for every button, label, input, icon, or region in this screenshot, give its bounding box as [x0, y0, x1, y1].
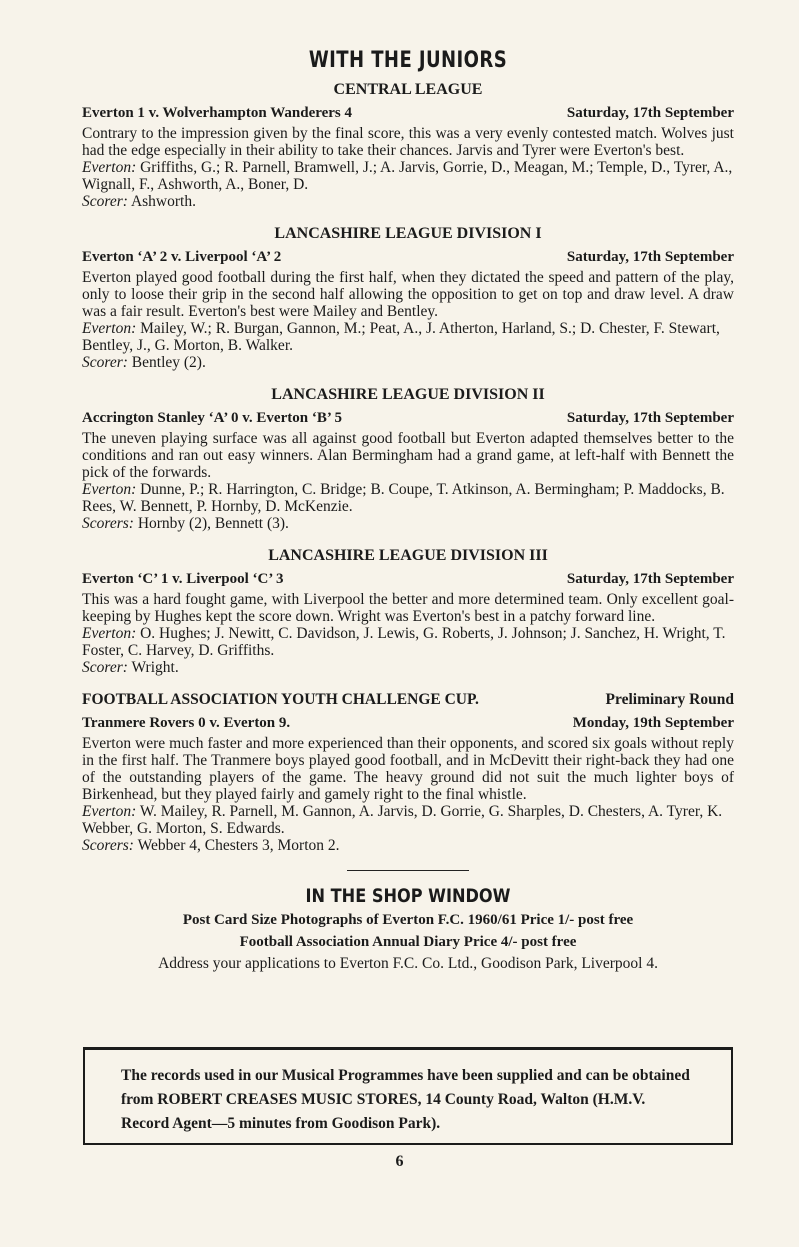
page-content	[82, 46, 734, 975]
scorer-list: Ashworth.	[130, 193, 196, 210]
team-line	[82, 481, 734, 515]
match-report-text: Contrary to the impression given by the final score, this was a very evenly contested match. Wolves just had the edge especially in their ability to take their chances. Jarvis and Tyrer were Everton's best.	[82, 125, 734, 159]
team-list: Griffiths, G.; R. Parnell, Bramwell, J.; A. Jarvis, Gorrie, D., Meagan, M.; Temple, D., Tyrer, A., Wignall, F., Ashworth, A., Boner, D.	[82, 159, 733, 193]
match-report-text: Everton played good football during the first half, when they dictated the speed and pattern of the play, only to loose their grip in the second half allowing the opposition to get on top and draw level. A draw was a fair result. Everton's best were Mailey and Bentley.	[82, 269, 734, 320]
match-result: Everton ‘C’ 1 v. Liverpool ‘C’ 3	[82, 571, 284, 587]
team-label: Everton:	[82, 803, 137, 820]
competition-heading	[82, 690, 734, 710]
match-line	[82, 408, 734, 428]
scorer-line	[82, 193, 734, 210]
records-notice-box	[83, 1047, 733, 1145]
shop-address: Address your applications to Everton F.C. Co. Ltd., Goodison Park, Liverpool 4.	[158, 955, 658, 972]
match-result: Everton 1 v. Wolverhampton Wanderers 4	[82, 105, 353, 121]
scorer-label: Scorers:	[82, 515, 134, 532]
competition-round: Preliminary Round	[605, 691, 734, 708]
match-date: Saturday, 17th September	[566, 410, 734, 426]
team-line	[82, 320, 734, 354]
page-title: WITH THE JUNIORS	[308, 48, 508, 73]
section-divider	[347, 870, 469, 871]
shop-item-diary: Football Association Annual Diary Price 4/- post free	[239, 934, 577, 950]
scorer-line	[82, 515, 734, 532]
match-line	[82, 247, 734, 267]
match-result: Everton ‘A’ 2 v. Liverpool ‘A’ 2	[82, 249, 282, 265]
match-report-central-league	[82, 80, 734, 210]
match-date: Saturday, 17th September	[566, 105, 734, 121]
scorer-line	[82, 354, 734, 371]
match-line	[82, 713, 734, 733]
match-report-lancs-div-1	[82, 224, 734, 371]
team-line	[82, 159, 734, 193]
match-date: Saturday, 17th September	[566, 571, 734, 587]
team-list: O. Hughes; J. Newitt, C. Davidson, J. Lewis, G. Roberts, J. Johnson; J. Sanchez, H. Wright, T. Foster, C. Harvey, D. Griffiths.	[82, 625, 726, 659]
match-date: Monday, 19th September	[572, 715, 734, 731]
team-label: Everton:	[82, 481, 137, 498]
league-heading: LANCASHIRE LEAGUE DIVISION III	[268, 547, 548, 564]
match-line	[82, 103, 734, 123]
scorer-list: Bentley (2).	[131, 354, 206, 371]
match-result: Tranmere Rovers 0 v. Everton 9.	[82, 715, 291, 731]
shop-title: IN THE SHOP WINDOW	[305, 885, 511, 907]
league-heading: CENTRAL LEAGUE	[333, 81, 483, 98]
scorer-line	[82, 659, 734, 676]
league-heading: LANCASHIRE LEAGUE DIVISION II	[271, 386, 545, 403]
team-label: Everton:	[82, 625, 137, 642]
match-report-text: Everton were much faster and more experienced than their opponents, and scored six goals without reply in the first half. The Tranmere boys played good football, and in McDevitt their right-back they had one of the outstanding players of the game. The heavy ground did not suit the much lighter boys of Birkenhead, but they played fairly and gamely right to the final whistle.	[82, 735, 734, 803]
team-label: Everton:	[82, 159, 137, 176]
records-notice-text: The records used in our Musical Programmes have been supplied and can be obtained from ROBERT CREASES MUSIC STORES, 14 County Road, Walton (H.M.V. Record Agent—5 minutes from Goodison Park).	[121, 1067, 690, 1132]
match-report-fa-youth-cup	[82, 690, 734, 854]
team-label: Everton:	[82, 320, 137, 337]
match-result: Accrington Stanley ‘A’ 0 v. Everton ‘B’ 5	[82, 410, 342, 426]
shop-window-section	[82, 883, 734, 975]
match-line	[82, 569, 734, 589]
page-number: 6	[395, 1153, 404, 1170]
scorer-label: Scorer:	[82, 354, 128, 371]
match-report-lancs-div-2	[82, 385, 734, 532]
scorer-label: Scorer:	[82, 659, 128, 676]
scorer-list: Webber 4, Chesters 3, Morton 2.	[137, 837, 340, 854]
scorer-label: Scorers:	[82, 837, 134, 854]
team-line	[82, 625, 734, 659]
match-report-text: The uneven playing surface was all against good football but Everton adapted themselves better to the conditions and ran out easy winners. Alan Bermingham had a grand game, at left-half with Bennett the pick of the forwards.	[82, 430, 734, 481]
scorer-line	[82, 837, 734, 854]
team-list: Dunne, P.; R. Harrington, C. Bridge; B. Coupe, T. Atkinson, A. Bermingham; P. Maddocks, B. Rees, W. Bennett, P. Hornby, D. McKenzie.	[82, 481, 725, 515]
league-heading: LANCASHIRE LEAGUE DIVISION I	[274, 225, 542, 242]
match-report-lancs-div-3	[82, 546, 734, 676]
shop-item-photographs: Post Card Size Photographs of Everton F.C. 1960/61 Price 1/- post free	[182, 912, 634, 928]
competition-name: FOOTBALL ASSOCIATION YOUTH CHALLENGE CUP.	[82, 691, 479, 708]
match-report-text: This was a hard fought game, with Liverpool the better and more determined team. Only excellent goal-keeping by Hughes kept the score down. Wright was Everton's best in a patchy forward line.	[82, 591, 734, 625]
scorer-list: Hornby (2), Bennett (3).	[137, 515, 289, 532]
scorer-list: Wright.	[131, 659, 179, 676]
match-date: Saturday, 17th September	[566, 249, 734, 265]
team-list: W. Mailey, R. Parnell, M. Gannon, A. Jarvis, D. Gorrie, G. Sharples, D. Chesters, A. Tyrer, K. Webber, G. Morton, S. Edwards.	[82, 803, 723, 837]
team-line	[82, 803, 734, 837]
scorer-label: Scorer:	[82, 193, 128, 210]
team-list: Mailey, W.; R. Burgan, Gannon, M.; Peat, A., J. Atherton, Harland, S.; D. Chester, F. Stewart, Bentley, J., G. Morton, B. Walker.	[82, 320, 720, 354]
